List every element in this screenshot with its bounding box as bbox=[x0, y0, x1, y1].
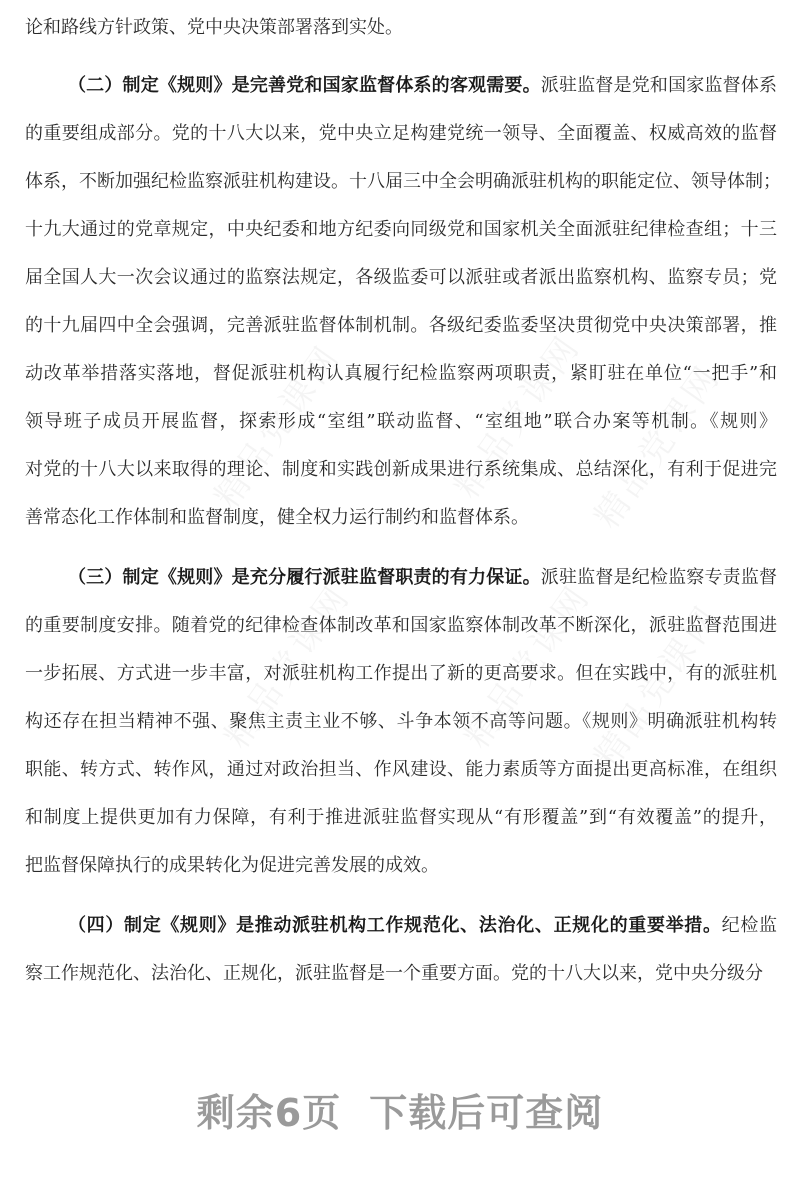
paragraph-line bbox=[25, 851, 777, 881]
section-heading: （三）制定《规则》是充分履行派驻监督职责的有力保证。 bbox=[68, 567, 541, 588]
line-text: 的重要组成部分。党的十八大以来，党中央立足构建党统一领导、全面覆盖、权威高效的监督 bbox=[25, 123, 777, 144]
line-text: 届全国人大一次会议通过的监察法规定，各级监委可以派驻或者派出监察机构、监察专员；党 bbox=[25, 267, 777, 288]
paragraph-line bbox=[25, 659, 777, 689]
paragraph-line bbox=[25, 263, 777, 293]
paragraph-line bbox=[25, 755, 777, 785]
paragraph-line bbox=[68, 71, 777, 101]
line-text: 的重要制度安排。随着党的纪律检查体制改革和国家监察体制改革不断深化，派驻监督范围进 bbox=[25, 615, 777, 636]
line-text: 动改革举措落实落地，督促派驻机构认真履行纪检监察两项职责，紧盯驻在单位“一把手”和 bbox=[25, 363, 777, 384]
line-text: 和制度上提供更加有力保障，有利于推进派驻监督实现从“有形覆盖”到“有效覆盖”的提升， bbox=[25, 807, 777, 828]
line-text: 善常态化工作体制和监督制度，健全权力运行制约和监督体系。 bbox=[25, 507, 529, 528]
line-text: 派驻监督是党和国家监督体系 bbox=[540, 75, 778, 96]
line-text: 派驻监督是纪检监察专责监督 bbox=[540, 567, 778, 588]
paragraph-line bbox=[25, 167, 781, 197]
paragraph-line bbox=[25, 959, 777, 989]
line-text: 体系，不断加强纪检监察派驻机构建设。十八届三中全会明确派驻机构的职能定位、领导体制； bbox=[25, 171, 781, 192]
line-text: 构还存在担当精神不强、聚焦主责主业不够、斗争本领不高等问题。《规则》明确派驻机构转 bbox=[25, 711, 777, 732]
remaining-pages-banner[interactable] bbox=[0, 1082, 800, 1137]
paragraph-line bbox=[25, 359, 777, 389]
paragraph-line bbox=[25, 119, 777, 149]
paragraph-line bbox=[25, 455, 777, 485]
paragraph-line bbox=[25, 407, 777, 437]
line-text: 把监督保障执行的成果转化为促进完善发展的成效。 bbox=[25, 855, 439, 876]
paragraph-line bbox=[68, 563, 777, 593]
paragraph-line bbox=[25, 707, 777, 737]
section-heading: （四）制定《规则》是推动派驻机构工作规范化、法治化、正规化的重要举措。 bbox=[68, 915, 722, 936]
paragraph-line bbox=[25, 215, 777, 245]
section-heading: （二）制定《规则》是完善党和国家监督体系的客观需要。 bbox=[68, 75, 541, 96]
remaining-pages-text: 剩余6页 bbox=[196, 1091, 342, 1135]
line-text: 论和路线方针政策、党中央决策部署落到实处。 bbox=[25, 17, 403, 38]
line-text: 的十九届四中全会强调，完善派驻监督体制机制。各级纪委监委坚决贯彻党中央决策部署，推 bbox=[25, 315, 777, 336]
paragraph-line bbox=[25, 503, 777, 533]
paragraph-line bbox=[25, 803, 777, 833]
line-text: 纪检监 bbox=[721, 915, 778, 936]
line-text: 一步拓展、方式进一步丰富，对派驻机构工作提出了新的更高要求。但在实践中，有的派驻机 bbox=[25, 663, 777, 684]
paragraph-line bbox=[68, 911, 777, 941]
paragraph-line bbox=[25, 311, 777, 341]
paragraph-line bbox=[25, 13, 777, 43]
download-to-view-text: 下载后可查阅 bbox=[369, 1091, 604, 1135]
paragraph-line bbox=[25, 611, 777, 641]
line-text: 察工作规范化、法治化、正规化，派驻监督是一个重要方面。党的十八大以来，党中央分级分 bbox=[25, 963, 763, 984]
line-text: 职能、转方式、转作风，通过对政治担当、作风建设、能力素质等方面提出更高标准，在组织 bbox=[25, 759, 777, 780]
line-text: 十九大通过的党章规定，中央纪委和地方纪委向同级党和国家机关全面派驻纪律检查组；十三 bbox=[25, 219, 777, 240]
line-text: 对党的十八大以来取得的理论、制度和实践创新成果进行系统集成、总结深化，有利于促进完 bbox=[25, 459, 777, 480]
line-text: 领导班子成员开展监督，探索形成“室组”联动监督、“室组地”联合办案等机制。《规则》 bbox=[25, 411, 777, 432]
